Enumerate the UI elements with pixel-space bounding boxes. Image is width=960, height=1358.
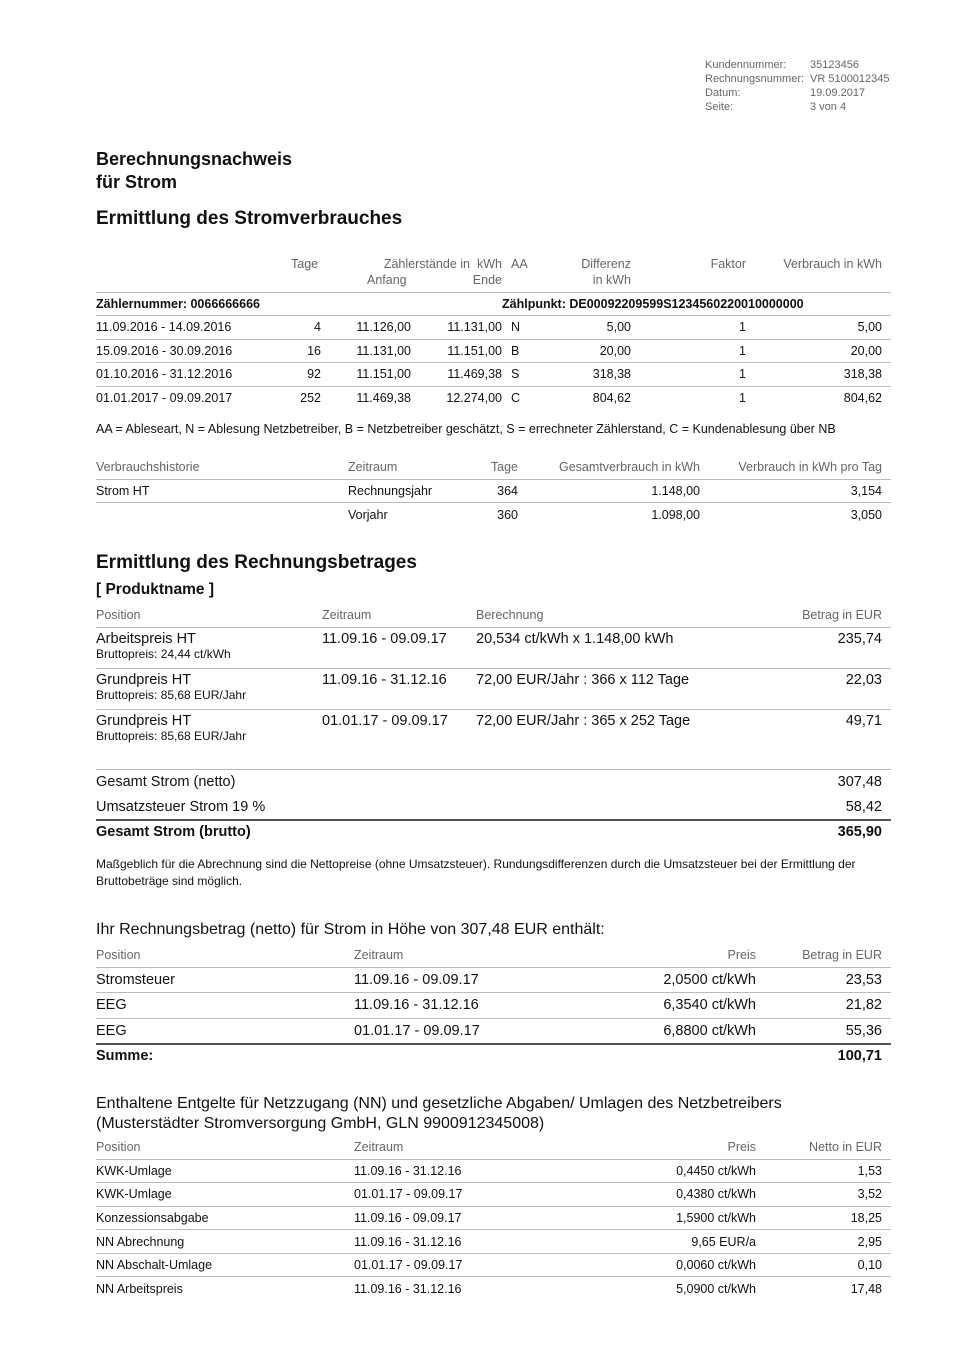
cell-zeitraum: 11.09.16 - 31.12.16	[354, 1163, 462, 1178]
aa-legend: AA = Ableseart, N = Ablesung Netzbetreiber, B = Netzbetreiber geschätzt, S = errechneter Zählerstand, C = Kundenablesung über NB	[96, 422, 836, 436]
cell-zeitraum: 01.01.17 - 09.09.17	[354, 1187, 463, 1202]
brutto-label: Gesamt Strom (brutto)	[96, 824, 251, 840]
enthaelt-heading: Ihr Rechnungsbetrag (netto) für Strom in Höhe von 307,48 EUR enthält:	[96, 921, 605, 938]
table-row	[96, 1277, 891, 1301]
cell-faktor: 1	[739, 320, 746, 335]
cell-netto: 3,52	[857, 1187, 882, 1202]
cell-berechnung: 72,00 EUR/Jahr : 365 x 252 Tage	[476, 712, 691, 729]
cell-zeitraum: 11.09.16 - 31.12.16	[322, 671, 447, 688]
cell-verbrauch: 804,62	[843, 391, 882, 405]
meta-key: Kundennummer:	[705, 59, 787, 71]
cell-zeitraum: 11.09.16 - 31.12.16	[354, 997, 479, 1014]
cell-betrag: 23,53	[845, 971, 882, 988]
cell-tage: 16	[307, 343, 321, 358]
cell-preis: 0,0060 ct/kWh	[676, 1258, 756, 1273]
cell-position: Arbeitspreis HT	[96, 630, 196, 647]
cell-preis: 6,3540 ct/kWh	[663, 997, 756, 1014]
cell-zeitraum: 11.09.16 - 09.09.17	[354, 1210, 462, 1225]
cell-tage: 4	[314, 320, 321, 335]
cell-aa: C	[511, 391, 521, 405]
cell-differenz: 804,62	[592, 391, 631, 405]
table-row	[96, 1018, 891, 1044]
betrag-table	[96, 604, 891, 750]
cell-aa: B	[511, 343, 520, 358]
meta-value: 35123456	[810, 59, 859, 71]
cell-verbrauch: 5,00	[857, 320, 882, 335]
meta-key: Rechnungsnummer:	[705, 73, 805, 85]
cell-zeitraum: Rechnungsjahr	[348, 483, 433, 498]
cell-zeitraum: 11.09.2016 - 14.09.2016	[96, 320, 232, 335]
hdr-zaehlerstaende: Zählerstände in	[383, 257, 470, 271]
cell-netto: 2,95	[857, 1234, 882, 1249]
cell-position: Konzessionsabgabe	[96, 1210, 209, 1225]
cell-berechnung: 20,534 ct/kWh x 1.148,00 kWh	[476, 630, 674, 647]
hdr-tage: Tage	[490, 460, 518, 475]
cell-ende: 11.469,38	[447, 367, 502, 382]
cell-gesamt: 1.098,00	[651, 507, 700, 522]
hdr-netto: Netto in EUR	[809, 1140, 882, 1155]
hdr-position: Position	[96, 608, 141, 623]
enthaelt-header	[96, 943, 891, 967]
entgelte-header	[96, 1136, 891, 1159]
cell-preis: 9,65 EUR/a	[691, 1234, 756, 1249]
cell-netto: 0,10	[857, 1258, 882, 1273]
hdr-zeitraum: Zeitraum	[322, 608, 372, 623]
netto-label: Gesamt Strom (netto)	[96, 774, 236, 791]
cell-aa: N	[511, 320, 521, 335]
cell-position: NN Arbeitspreis	[96, 1282, 183, 1297]
table-row	[96, 339, 891, 363]
cell-position: KWK-Umlage	[96, 1187, 172, 1202]
historie-header	[96, 456, 891, 479]
cell-tage: 92	[307, 367, 321, 382]
hdr-anfang: Anfang	[367, 273, 407, 287]
zaehlpunkt: Zählpunkt: DE00092209599S1234560220010000000	[502, 297, 804, 311]
cell-zeitraum: 11.09.16 - 31.12.16	[354, 1234, 462, 1249]
cell-zeitraum: 11.09.16 - 31.12.16	[354, 1282, 462, 1297]
cell-zeitraum: 01.10.2016 - 31.12.2016	[96, 367, 233, 382]
cell-netto: 1,53	[857, 1163, 882, 1178]
cell-verbrauch: 20,00	[850, 343, 882, 358]
summe-row	[96, 1044, 891, 1067]
meta-row	[705, 72, 890, 86]
summe-label: Summe:	[96, 1047, 154, 1064]
summe-value: 100,71	[837, 1047, 882, 1064]
netto-note: Maßgeblich für die Abrechnung sind die Nettopreise (ohne Umsatzsteuer). Rundungsdifferenzen durch die Umsatzsteuer bei der Ermittlung der Bruttobeträge sind möglich.	[96, 857, 856, 888]
cell-anfang: 11.151,00	[356, 367, 411, 382]
ust-label: Umsatzsteuer Strom 19 %	[96, 798, 266, 815]
cell-ende: 11.131,00	[447, 320, 502, 335]
cell-faktor: 1	[739, 343, 746, 358]
invoice-meta	[705, 58, 890, 114]
cell-zeitraum: 01.01.17 - 09.09.17	[354, 1258, 463, 1273]
verbrauch-heading: Ermittlung des Stromverbrauches	[96, 208, 403, 229]
cell-zeitraum: 01.01.2017 - 09.09.2017	[96, 391, 233, 405]
table-row	[96, 386, 891, 410]
cell-netto: 17,48	[850, 1282, 882, 1297]
ust-row	[96, 795, 891, 820]
table-row	[96, 1253, 891, 1277]
cell-verbrauch: 318,38	[843, 367, 882, 382]
cell-position: Stromsteuer	[96, 971, 175, 988]
hdr-verbrauchshistorie: Verbrauchshistorie	[96, 460, 200, 475]
meta-value: VR 5100012345	[810, 73, 890, 85]
table-row	[96, 993, 891, 1019]
entgelte-table	[96, 1136, 891, 1301]
hdr-betrag: Betrag in EUR	[802, 947, 882, 962]
hdr-protag: Verbrauch in kWh pro Tag	[738, 460, 882, 475]
meta-key: Datum:	[705, 87, 741, 99]
table-row	[96, 1230, 891, 1254]
hdr-betrag: Betrag in EUR	[802, 608, 882, 623]
hdr-verbrauch: Verbrauch in kWh	[783, 257, 882, 271]
cell-zeitraum: 01.01.17 - 09.09.17	[354, 1022, 480, 1039]
cell-tage: 360	[497, 507, 518, 522]
cell-tage: 364	[497, 483, 518, 498]
cell-preis: 5,0900 ct/kWh	[676, 1282, 756, 1297]
cell-zeitraum: 11.09.16 - 09.09.17	[354, 971, 479, 988]
hdr-zeitraum: Zeitraum	[348, 460, 398, 475]
cell-preis: 2,0500 ct/kWh	[663, 971, 756, 988]
entgelte-heading-line1: Enthaltene Entgelte für Netzzugang (NN) und gesetzliche Abgaben/ Umlagen des Netzbetreibers	[96, 1095, 782, 1112]
cell-label	[96, 503, 348, 527]
hdr-faktor: Faktor	[710, 257, 746, 271]
verbrauch-header	[96, 257, 891, 289]
hdr-ende: Ende	[472, 273, 502, 287]
cell-anfang: 11.131,00	[356, 343, 411, 358]
betrag-heading: Ermittlung des Rechnungsbetrages	[96, 552, 417, 573]
title-line1: Berechnungsnachweis	[96, 149, 293, 169]
cell-zeitraum: Vorjahr	[348, 507, 388, 522]
cell-label: Strom HT	[96, 483, 150, 498]
table-row	[96, 967, 891, 993]
cell-aa: S	[511, 367, 520, 382]
cell-differenz: 318,38	[592, 367, 631, 382]
cell-differenz: 20,00	[599, 343, 631, 358]
cell-position: Grundpreis HT	[96, 712, 192, 729]
cell-bruttopreis: Bruttopreis: 85,68 EUR/Jahr	[96, 687, 247, 702]
cell-position: KWK-Umlage	[96, 1163, 172, 1178]
meta-row	[705, 100, 890, 114]
cell-faktor: 1	[739, 367, 746, 382]
historie-table	[96, 456, 891, 526]
cell-preis: 1,5900 ct/kWh	[676, 1210, 756, 1225]
hdr-position: Position	[96, 1140, 141, 1155]
cell-position: NN Abschalt-Umlage	[96, 1258, 213, 1273]
betrag-header	[96, 604, 891, 627]
cell-betrag: 21,82	[845, 997, 882, 1014]
table-row	[96, 1183, 891, 1207]
cell-position: Grundpreis HT	[96, 671, 192, 688]
zaehler-row	[96, 293, 891, 316]
cell-faktor: 1	[739, 391, 746, 405]
cell-zeitraum: 01.01.17 - 09.09.17	[322, 712, 448, 729]
table-row	[96, 627, 891, 668]
netto-row	[96, 770, 891, 795]
table-row	[96, 363, 891, 387]
table-row	[96, 503, 891, 527]
table-row	[96, 1206, 891, 1230]
meta-row	[705, 86, 890, 100]
cell-tage: 252	[300, 391, 321, 405]
table-row	[96, 316, 891, 340]
cell-anfang: 11.126,00	[356, 320, 411, 335]
cell-ende: 11.151,00	[447, 343, 502, 358]
cell-zeitraum: 11.09.16 - 09.09.17	[322, 630, 447, 647]
cell-position: EEG	[96, 1022, 127, 1039]
cell-preis: 6,8800 ct/kWh	[663, 1022, 756, 1039]
brutto-row	[96, 820, 891, 844]
cell-position: EEG	[96, 997, 127, 1014]
hdr-position: Position	[96, 947, 141, 962]
cell-anfang: 11.469,38	[356, 391, 411, 405]
cell-zeitraum: 15.09.2016 - 30.09.2016	[96, 343, 233, 358]
cell-ende: 12.274,00	[446, 391, 502, 405]
cell-preis: 0,4380 ct/kWh	[676, 1187, 756, 1202]
entgelte-heading-line2: (Musterstädter Stromversorgung GmbH, GLN 9900912345008)	[96, 1115, 545, 1132]
table-row	[96, 1159, 891, 1183]
brutto-value: 365,90	[837, 824, 882, 840]
hdr-differenz: Differenz	[581, 257, 631, 271]
zaehlernummer: Zählernummer: 0066666666	[96, 297, 260, 311]
produktname: [ Produktname ]	[96, 581, 214, 598]
cell-betrag: 235,74	[837, 630, 882, 647]
cell-differenz: 5,00	[606, 320, 631, 335]
hdr-in-kwh: in kWh	[592, 273, 631, 287]
cell-berechnung: 72,00 EUR/Jahr : 366 x 112 Tage	[476, 671, 690, 688]
hdr-aa: AA	[511, 257, 528, 271]
cell-bruttopreis: Bruttopreis: 24,44 ct/kWh	[96, 646, 231, 661]
hdr-berechnung: Berechnung	[476, 608, 544, 623]
table-row	[96, 709, 891, 750]
hdr-zeitraum: Zeitraum	[354, 947, 404, 962]
cell-gesamt: 1.148,00	[651, 483, 700, 498]
cell-betrag: 22,03	[845, 671, 882, 688]
enthaelt-table	[96, 943, 891, 1067]
hdr-preis: Preis	[727, 947, 756, 962]
table-row	[96, 479, 891, 503]
title-line2: für Strom	[96, 172, 177, 192]
verbrauch-table	[96, 292, 891, 410]
document-title	[96, 148, 292, 194]
cell-protag: 3,154	[850, 483, 882, 498]
cell-betrag: 55,36	[845, 1022, 882, 1039]
netto-value: 307,48	[837, 774, 882, 791]
entgelte-heading	[96, 1094, 782, 1134]
betrag-totals	[96, 769, 891, 844]
table-row	[96, 668, 891, 709]
hdr-zeitraum: Zeitraum	[354, 1140, 404, 1155]
hdr-gesamt: Gesamtverbrauch in kWh	[558, 460, 700, 475]
hdr-preis: Preis	[727, 1140, 756, 1155]
hdr-kwh: kWh	[477, 257, 502, 271]
hdr-tage: Tage	[291, 257, 319, 271]
ust-value: 58,42	[845, 798, 882, 815]
cell-position: NN Abrechnung	[96, 1234, 185, 1249]
cell-netto: 18,25	[850, 1210, 882, 1225]
cell-betrag: 49,71	[845, 712, 882, 729]
meta-key: Seite:	[705, 101, 734, 113]
meta-row	[705, 58, 890, 72]
meta-value: 19.09.2017	[810, 87, 866, 99]
cell-preis: 0,4450 ct/kWh	[676, 1163, 756, 1178]
cell-bruttopreis: Bruttopreis: 85,68 EUR/Jahr	[96, 728, 247, 743]
cell-protag: 3,050	[850, 507, 882, 522]
meta-value: 3 von 4	[810, 101, 847, 113]
